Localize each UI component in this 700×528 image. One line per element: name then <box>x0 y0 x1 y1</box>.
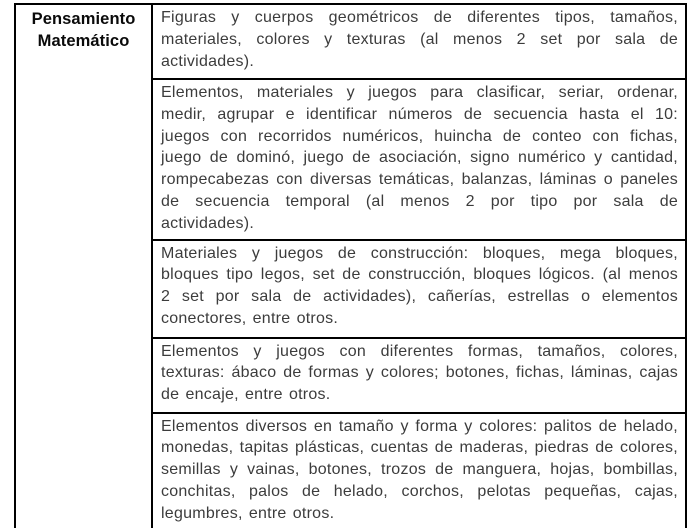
category-cell: Pensamiento Matemático <box>15 4 152 528</box>
materials-cell-figuras: Figuras y cuerpos geométricos de diferentes tipos, tamaños, materiales, colores y texturas (al menos 2 set por sala de actividades). <box>152 4 686 79</box>
materials-cell-construccion: Materiales y juegos de construcción: bloques, mega bloques, bloques tipo legos, set de construcción, bloques lógicos. (al menos 2 set por sala de actividades), cañerías, estrellas o elementos conectores, entre otros. <box>152 240 686 338</box>
materials-cell-diversos: Elementos diversos en tamaño y forma y colores: palitos de helado, monedas, tapitas plásticas, cuentas de maderas, piedras de colores, semillas y vainas, botones, trozos de manguera, hojas, bombillas, conchitas, palos de helado, corchos, pelotas pequeñas, cajas, legumbres, entre otros. <box>152 413 686 528</box>
materials-cell-formas: Elementos y juegos con diferentes formas, tamaños, colores, texturas: ábaco de formas y colores; botones, fichas, láminas, cajas de encaje, entre otros. <box>152 338 686 413</box>
materials-cell-clasificar: Elementos, materiales y juegos para clasificar, seriar, ordenar, medir, agrupar e identificar números de secuencia hasta el 10: juegos con recorridos numéricos, huincha de conteo con fichas, juego de dominó, juego de asociación, signo numérico y cantidad, rompecabezas con diversas temáticas, balanzas, láminas o paneles de secuencia temporal (al menos 2 por tipo por sala de actividades). <box>152 79 686 240</box>
materials-table <box>14 3 687 528</box>
table-row <box>15 4 686 79</box>
